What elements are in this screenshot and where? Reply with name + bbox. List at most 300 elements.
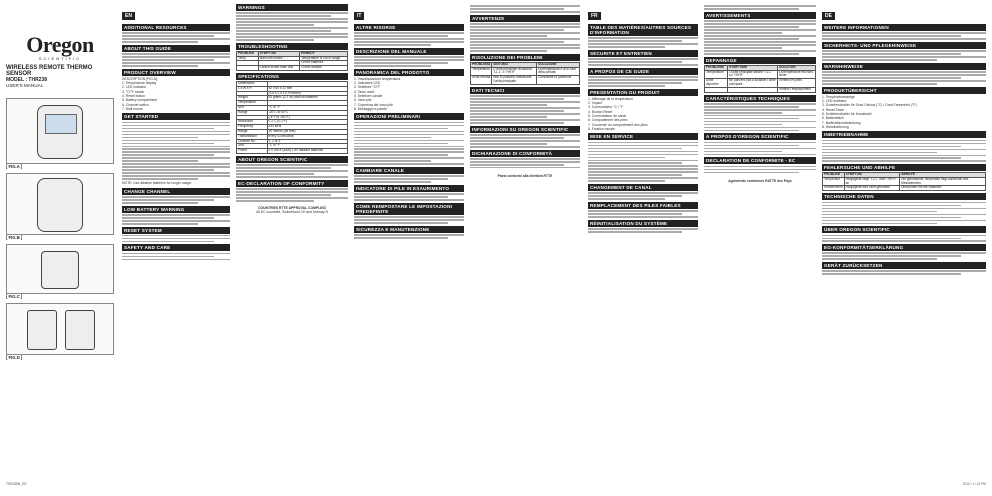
text-line-placeholder [354,234,464,236]
text-line-placeholder [122,259,230,261]
text-line-placeholder [822,214,986,216]
table-cell: Dimensions [237,82,268,87]
text-line-placeholder [470,50,547,52]
table-cell: Temperature is out of range [300,56,348,61]
brand-name: Oregon [26,32,94,57]
text-line-placeholder [588,142,698,144]
text-line-placeholder [588,216,698,218]
lang-tag-en: EN [122,12,135,20]
list-item: 8. Fixation murale [588,126,615,131]
list-item: 3. Commutateur °C / °F [588,105,624,110]
text-line-placeholder [822,202,986,204]
fr-column-2 [704,4,816,488]
mount-illustration [27,310,57,350]
text-line-placeholder [354,140,464,142]
text-line-placeholder [822,235,986,237]
text-line-placeholder [122,143,214,145]
text-line-placeholder [588,213,682,215]
troubleshooting-table-it [470,62,580,85]
text-line-placeholder [470,119,580,121]
table-cell: Non si possono individuare l'unità principale [492,76,537,85]
text-line-placeholder [470,5,580,7]
table-cell: Temperatura [471,67,492,76]
text-line-placeholder [470,167,580,169]
text-line-placeholder [704,142,816,144]
text-line-placeholder [588,58,698,60]
text-line-placeholder [354,125,464,127]
table-cell: SYMPTOM [844,173,900,178]
section-heading: TABLE DES MATIÈRES/AUTRES SOURCES D'INFORMATION [588,24,698,36]
text-line-placeholder [470,143,547,145]
text-line-placeholder [236,15,331,17]
section-heading: SICHERHEITS- UND PFLEGEHINWEISE [822,42,986,49]
text-line-placeholder [122,220,230,222]
text-line-placeholder [236,197,348,199]
it-column-2 [470,4,580,488]
text-line-placeholder [122,62,230,64]
section-heading: TECHNISCHE DATEN [822,193,986,200]
list-item: 6. Channel switch [122,102,149,107]
cover-panel [6,4,114,488]
section-heading: CARACTÉRISTIQUES TECHNIQUES [704,95,816,102]
section-heading: ADDITIONAL RESOURCES [122,24,230,31]
section-heading: PRESENTATION DU PRODUIT [588,89,698,96]
text-line-placeholder [704,26,799,28]
section-heading: REMPLACEMENT DES PILES FAIBLES [588,202,698,209]
text-line-placeholder [354,35,448,37]
text-line-placeholder [122,235,230,237]
section-heading: GERÄT ZURÜCKSETZEN [822,262,986,269]
text-line-placeholder [236,194,331,196]
text-line-placeholder [354,199,464,201]
text-line-placeholder [704,145,799,147]
table-cell: Weight [237,96,268,101]
list-item: 5. Commutateur de canal [588,114,627,119]
fig-d-label: [ FIG.D ] [6,355,23,360]
text-line-placeholder [822,53,961,55]
text-line-placeholder [822,160,986,162]
text-line-placeholder [354,137,431,139]
list-item: 2. LED indicator [122,85,147,90]
table-cell: Temp [237,56,259,61]
text-line-placeholder [822,270,986,272]
text-line-placeholder [704,5,816,7]
display-illustration [45,114,77,134]
text-line-placeholder [122,151,230,153]
list-item: 5. Schiebeschalter für Kanalwahl [822,112,872,116]
text-line-placeholder [236,18,348,20]
list-item: 5. Battery compartment [122,98,158,103]
text-line-placeholder [704,103,816,105]
text-line-placeholder [236,200,314,202]
text-line-placeholder [122,217,214,219]
table-cell: °C or °F [267,106,347,111]
text-line-placeholder [354,134,464,136]
text-line-placeholder [354,157,464,159]
text-line-placeholder [354,178,448,180]
list-item: 2. LED-Indikator [822,99,847,104]
fig-b-label: [ FIG.B ] [6,235,23,240]
text-line-placeholder [588,180,665,182]
text-line-placeholder [354,222,448,224]
rtte-approval: COUNTRIES RTTE APPROVAL COMPLIED [258,205,326,210]
text-line-placeholder [470,44,580,46]
text-line-placeholder [704,32,782,34]
section-heading: SAFETY AND CARE [122,244,230,251]
text-line-placeholder [588,37,698,39]
text-line-placeholder [470,161,580,163]
text-line-placeholder [588,192,698,194]
text-line-placeholder [704,50,816,52]
text-line-placeholder [704,109,816,111]
text-line-placeholder [122,146,230,148]
text-line-placeholder [236,27,348,29]
section-heading: WEITERE INFORMATIONEN [822,24,986,31]
text-line-placeholder [354,237,448,239]
list-item: 1. Affichage de la température [588,96,634,101]
table-cell: SOLUTION [777,65,815,70]
table-cell: 30 metres (98 feet) [267,130,347,135]
section-heading: AVVERTENZE [470,15,580,22]
text-line-placeholder [470,110,564,112]
table-cell: Controllare la posizione [536,76,579,85]
rtte-countries-it: Paesi conformi alla direttiva RTTE [497,174,553,179]
section-heading: MISE EN SERVICE [588,133,698,140]
text-line-placeholder [588,40,682,42]
note-text: NOTE: Use alkaline batteries for longer usage. [122,181,193,186]
text-line-placeholder [470,26,580,28]
table-cell: Unità remota [471,76,492,85]
text-line-placeholder [122,56,230,58]
text-line-placeholder [122,202,198,204]
table-cell: Unit [237,144,268,149]
en-column-1 [122,4,230,488]
table-cell: Range [237,110,268,115]
text-line-placeholder [470,113,580,115]
text-line-placeholder [704,23,816,25]
text-line-placeholder [470,38,580,40]
list-item: 4. Reset-Taste [822,107,844,112]
table-cell: Transmission [237,134,268,139]
text-line-placeholder [354,41,464,43]
table-cell: 0.1°C (0.2°F) [267,120,347,125]
text-line-placeholder [822,208,986,210]
text-line-placeholder [822,74,986,76]
table-cell: Hauptgerät wird nicht gefunden [844,186,900,191]
text-line-placeholder [122,238,230,240]
text-line-placeholder [470,140,580,142]
text-line-placeholder [704,47,782,49]
text-line-placeholder [354,128,448,130]
text-line-placeholder [822,223,937,225]
list-item: 7. Batteriefachabdeckung [822,120,861,125]
text-line-placeholder [588,228,698,230]
section-heading: TROUBLESHOOTING [236,43,348,50]
text-line-placeholder [236,24,314,26]
text-line-placeholder [704,41,816,43]
text-line-placeholder [822,56,986,58]
text-line-placeholder [122,53,230,55]
table-cell: -20°C to 60°C [267,110,347,115]
text-line-placeholder [588,64,698,66]
text-line-placeholder [122,160,198,162]
text-line-placeholder [822,155,986,157]
section-heading: INFORMAZIONI SU OREGON SCIENTIFIC [470,126,580,133]
section-heading: OPERAZIONI PRELIMINARI [354,113,464,120]
text-line-placeholder [704,38,799,40]
text-line-placeholder [122,241,214,243]
list-item: 4. Tasto reset [354,89,375,94]
section-heading: ÜBER OREGON SCIENTIFIC [822,226,986,233]
fig-a-label: [ FIG.A ] [6,164,23,169]
text-line-placeholder [122,140,230,142]
text-line-placeholder [470,107,580,109]
section-heading: CHANGE CHANNEL [122,188,230,195]
device-back-illustration [37,178,83,232]
text-line-placeholder [704,8,799,10]
text-line-placeholder [236,33,348,35]
text-line-placeholder [236,173,314,175]
section-heading: AVERTISSEMENTS [704,12,816,19]
text-line-placeholder [822,205,961,207]
table-cell: Überprüfen Sie die Batterien [900,186,986,191]
text-line-placeholder [236,21,348,23]
text-line-placeholder [354,196,448,198]
table-cell [705,87,728,92]
footer-left: THR238N_EN [6,482,27,486]
table-cell: every 43 seconds [267,134,347,139]
text-line-placeholder [588,174,682,176]
text-line-placeholder [122,166,230,168]
section-heading: CHANGEMENT DE CANAL [588,184,698,191]
list-item: 3. °C/°F switch [122,89,145,94]
text-line-placeholder [470,104,547,106]
product-title: WIRELESS REMOTE THERMO SENSOR [6,65,93,77]
table-cell: (-4°F to 140°F) [267,115,347,120]
text-line-placeholder [354,148,464,150]
text-line-placeholder [822,149,986,151]
text-line-placeholder [236,167,331,169]
text-line-placeholder [822,83,937,85]
text-line-placeholder [704,29,816,31]
text-line-placeholder [354,56,464,58]
text-line-placeholder [822,152,937,154]
table-cell: 2 x UM-4 (AAA) 1.5V alkaline batteries [267,149,347,154]
table-cell: Temperatur [823,177,845,186]
table-cell: PROBLEM [237,51,259,56]
text-line-placeholder [470,122,564,124]
text-line-placeholder [122,131,230,133]
table-cell: La temperatura è al di fuori della portata [536,67,579,76]
text-line-placeholder [470,47,580,49]
text-line-placeholder [822,146,961,148]
section-heading: DESCRIZIONE DEL MANUALE [354,48,464,55]
text-line-placeholder [704,127,816,129]
text-line-placeholder [822,220,986,222]
text-line-placeholder [822,80,986,82]
text-line-placeholder [354,59,464,61]
text-line-placeholder [470,11,580,13]
section-heading: DEPANNAGE [704,57,816,64]
table-cell: Frequency [237,125,268,130]
text-line-placeholder [236,39,314,41]
ce-countries: All EC countries, Switzerland CH and Norway N [256,210,328,215]
text-line-placeholder [122,172,230,174]
text-line-placeholder [354,160,431,162]
troubleshooting-table [236,51,348,71]
text-line-placeholder [354,175,464,177]
fr-column-1 [588,4,698,488]
text-line-placeholder [822,143,986,145]
text-line-placeholder [122,137,198,139]
text-line-placeholder [588,46,665,48]
text-line-placeholder [588,85,665,87]
text-line-placeholder [704,169,816,171]
table-cell: L'unité principale affiche "LL.L" ou "HH.H" [727,70,777,79]
text-line-placeholder [470,158,580,160]
section-heading: RISOLUZIONE DEI PROBLEMI [470,54,580,61]
section-heading: INBETRIEBNAHME [822,131,986,138]
text-line-placeholder [354,143,448,145]
section-heading: SECURITE ET ENTRETIEN [588,50,698,57]
text-line-placeholder [354,131,464,133]
table-cell: Hauptgerät zeigt "LL.L" oder "HH.H" an [844,177,900,186]
text-line-placeholder [470,8,564,10]
table-cell: PROBLEM [823,173,845,178]
text-line-placeholder [704,44,816,46]
section-heading: ALTRE RISORSE [354,24,464,31]
table-cell: PROBLEMA [472,61,491,66]
text-line-placeholder [704,130,799,132]
figure-a [6,98,114,164]
text-line-placeholder [704,115,816,117]
fig-c-label: [ FIG.C ] [6,294,23,299]
table-cell: °C or °F [267,144,347,149]
text-line-placeholder [588,160,698,162]
section-heading: INDICATORE DI PILE IN ESAURIMENTO [354,185,464,192]
table-cell: Température [705,70,728,79]
text-line-placeholder [122,175,230,177]
text-line-placeholder [588,43,698,45]
section-heading: LOW BATTERY WARNING [122,206,230,213]
text-line-placeholder [704,124,782,126]
text-line-placeholder [354,65,431,67]
text-line-placeholder [122,178,198,180]
text-line-placeholder [122,35,214,37]
table-cell: Range [237,130,268,135]
text-line-placeholder [122,148,230,150]
text-line-placeholder [354,154,448,156]
text-line-placeholder [588,171,698,173]
text-line-placeholder [822,273,961,275]
text-line-placeholder [588,76,698,78]
text-line-placeholder [470,101,580,103]
text-line-placeholder [704,118,799,120]
text-line-placeholder [236,176,348,178]
list-item: 3. Schiebeschalter für Grad Celsius (°C) / Grad Fahrenheit (°F) [822,103,917,108]
section-heading: SPECIFICATIONS [236,73,348,80]
table-row [237,149,348,154]
text-line-placeholder [822,71,986,73]
text-line-placeholder [822,35,961,37]
section-heading: COME REIMPOSTARE LE IMPOSTAZIONI PREDEFINITE [354,203,464,215]
list-item: 7. Copertura del vano pile [354,102,393,107]
table-cell: 92 x 60 x 22 mm [267,86,347,91]
section-heading: ABOUT OREGON SCIENTIFIC [236,156,348,163]
text-line-placeholder [122,122,230,124]
table-cell: Power [237,149,268,154]
text-line-placeholder [822,238,961,240]
section-heading: GET STARTED [122,113,230,120]
de-column [822,4,986,488]
list-item: 5. Selettore canale [354,94,383,99]
list-item: 3. Selettore °C/°F [354,85,381,90]
list-item: 1. Temperature display [122,81,157,86]
text-line-placeholder [588,151,698,153]
section-heading: CAMBIARE CANALE [354,167,464,174]
text-line-placeholder [822,240,986,242]
table-cell [237,66,259,71]
table-cell [727,87,777,92]
text-line-placeholder [354,122,464,124]
list-item: 8. Montaggio a parete [354,106,387,111]
section-heading: FEHLERSUCHE UND ABHILFE [822,164,986,171]
section-heading: PANORAMICA DEL PRODOTTO [354,69,464,76]
list-item: 6. Vano pile [354,98,372,103]
brand-logo [6,32,114,61]
text-line-placeholder [236,170,348,172]
text-line-placeholder [588,162,682,164]
text-line-placeholder [354,32,464,34]
table-cell: Ne parvient pas à localiser l'unité principale [728,78,776,86]
table-cell: SINTOMO [492,62,537,67]
text-line-placeholder [122,128,214,130]
text-line-placeholder [354,193,464,195]
text-line-placeholder [236,191,348,193]
list-item: 4. Bouton Reset [588,109,613,114]
text-line-placeholder [236,164,348,166]
battery-illustration [41,251,79,289]
table-cell: Die gemessene Temperatur liegt außerhalb des Messbereichs [900,177,986,186]
table-cell: Main unit shows "- -" [258,56,300,61]
text-line-placeholder [122,256,214,258]
text-line-placeholder [354,151,464,153]
text-line-placeholder [822,59,937,61]
table-cell: L'unità principale visualizza "LL.L" o "HH.H" [492,67,537,76]
text-line-placeholder [470,98,564,100]
table-cell: 1, 2 or 3 [267,139,347,144]
text-line-placeholder [822,140,986,142]
section-heading: SICUREZZA E MANUTENZIONE [354,226,464,233]
table-cell: Unité déportée [705,79,728,88]
text-line-placeholder [122,157,230,159]
text-line-placeholder [588,82,682,84]
table-cell: 433 MHz [267,125,347,130]
text-line-placeholder [704,154,816,156]
list-item: 1. Temperaturanzeige [822,94,855,99]
table-cell: SYMPTÔME [727,65,777,70]
section-heading: WARNINGS [236,4,348,11]
figure-d [6,303,114,355]
text-line-placeholder [588,195,682,197]
text-line-placeholder [470,134,580,136]
text-line-placeholder [122,125,230,127]
lang-tag-de: DE [822,12,835,20]
table-cell: Cannot locate main unit [258,66,300,71]
table-cell: Channel No. [237,139,268,144]
text-line-placeholder [122,214,230,216]
text-line-placeholder [704,172,799,174]
